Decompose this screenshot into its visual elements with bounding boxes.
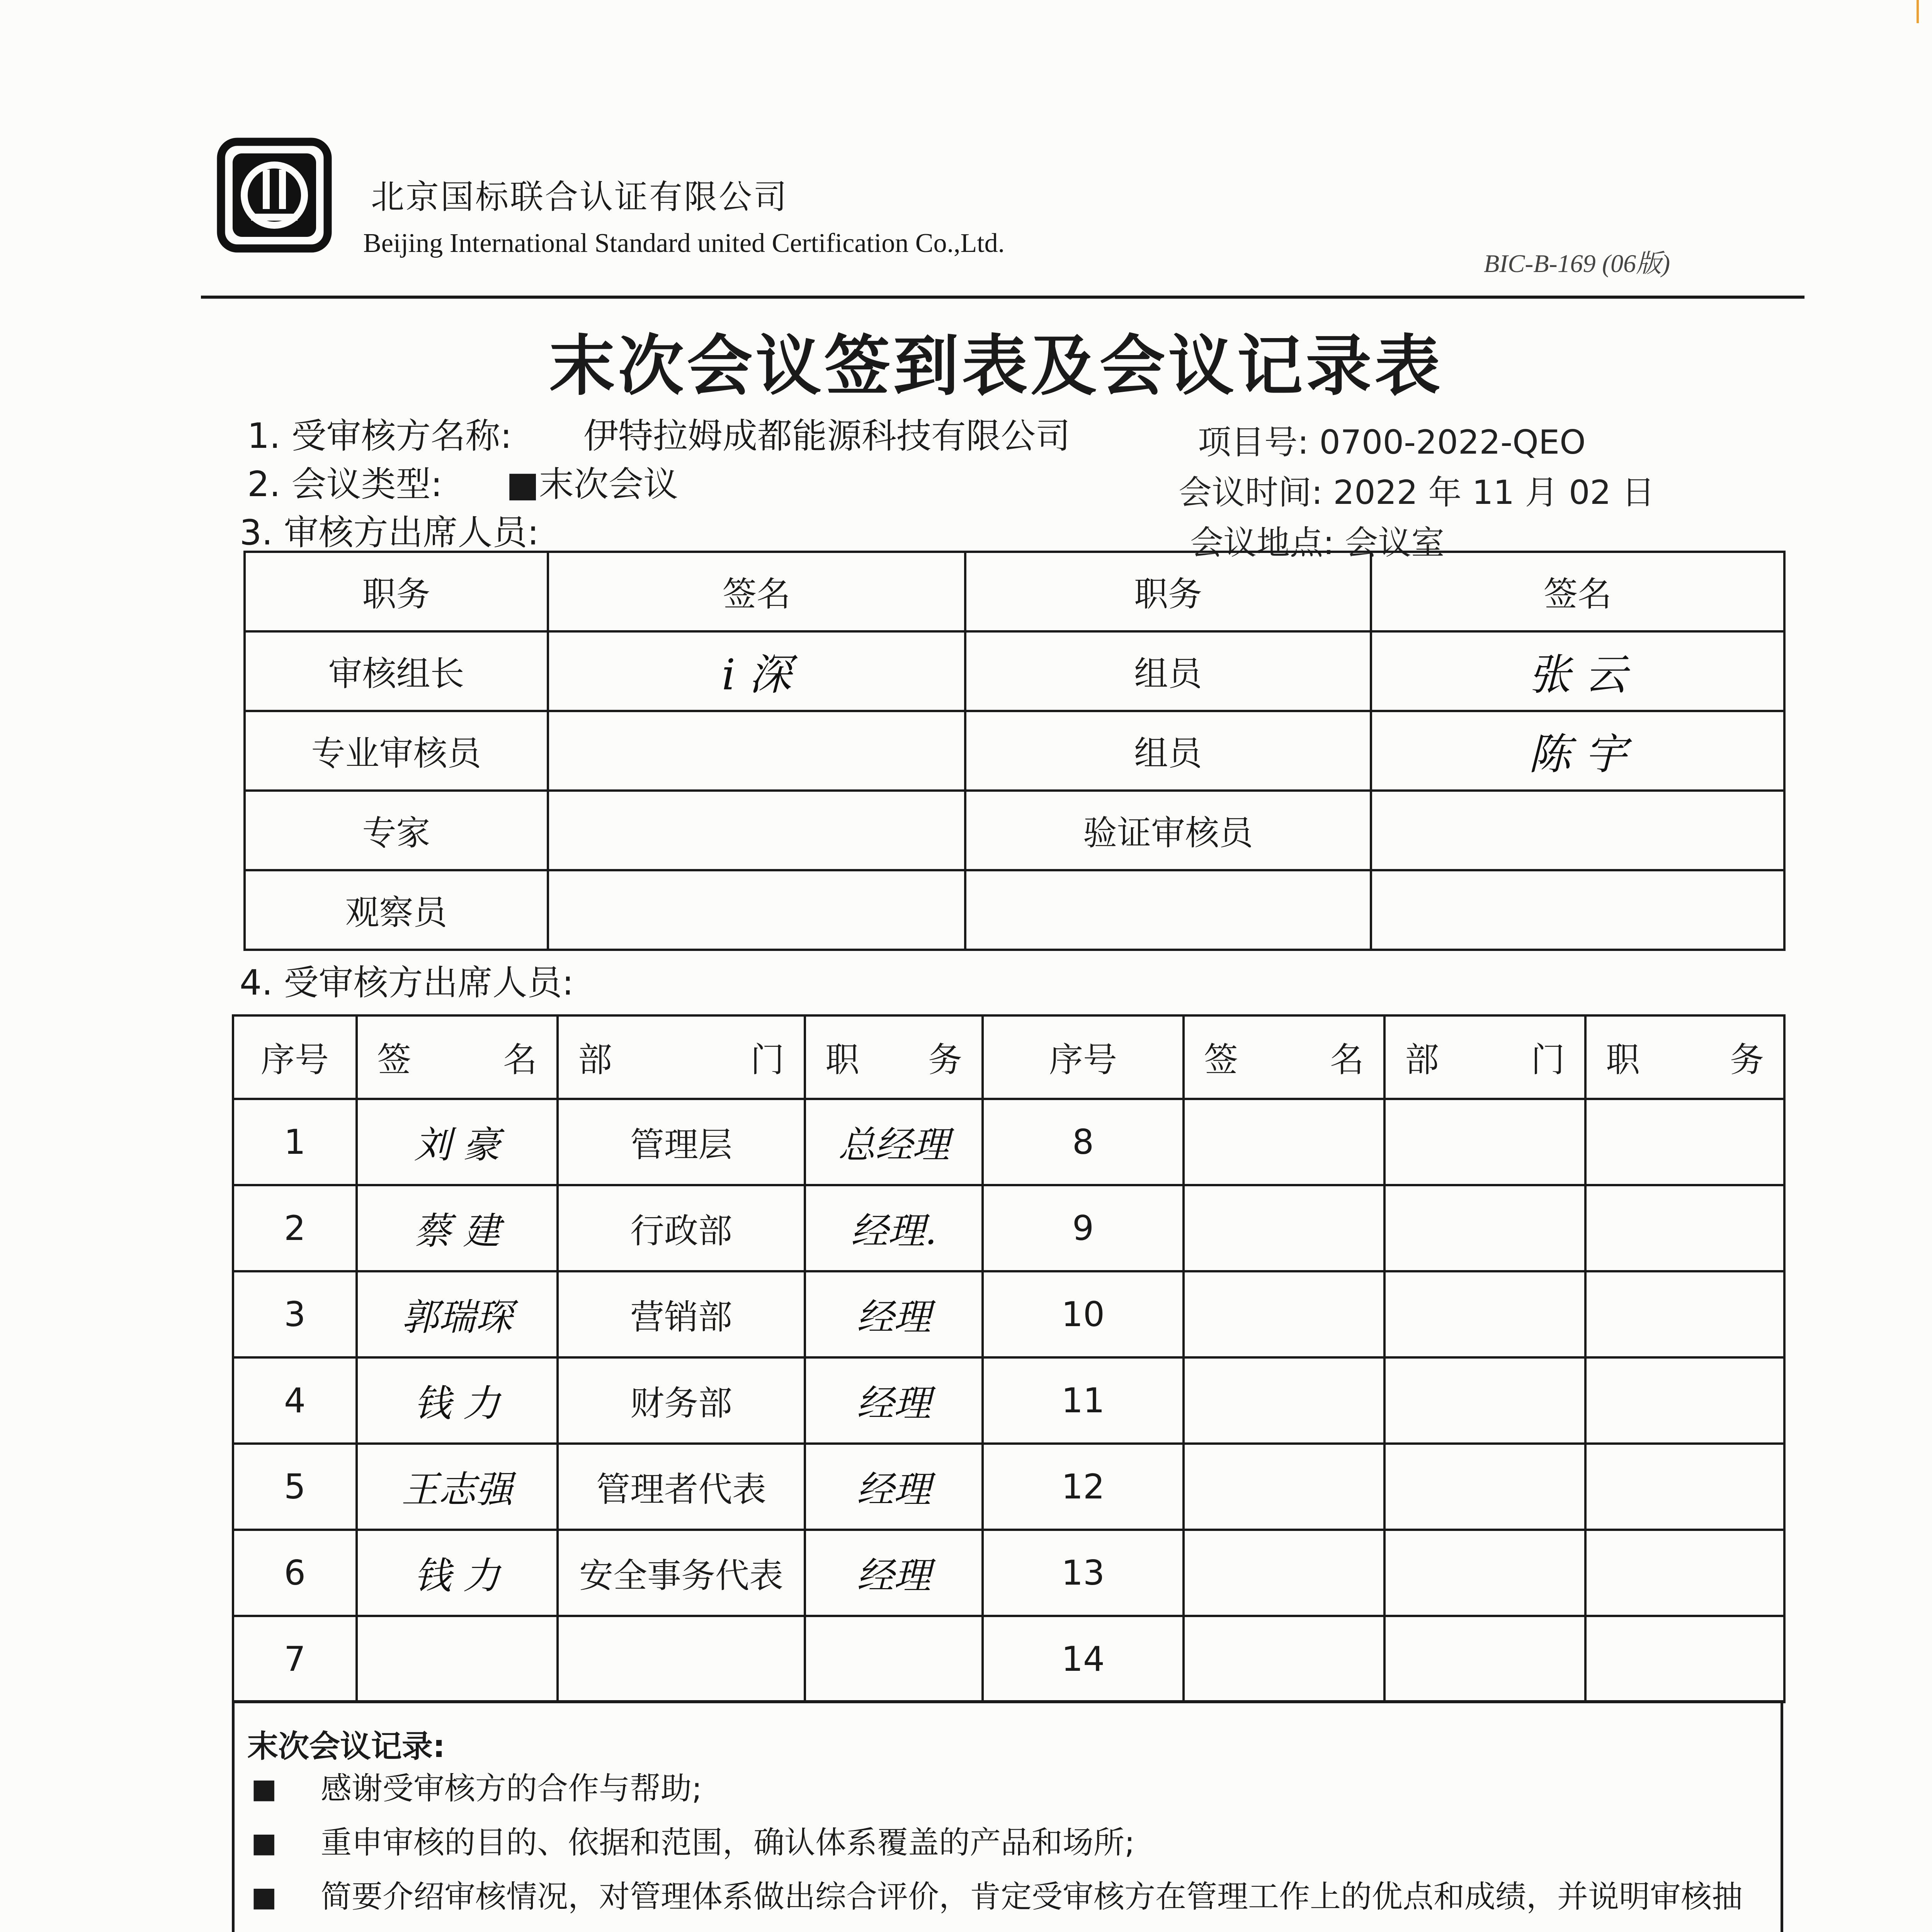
table-row bbox=[245, 870, 1784, 950]
title-cell: 经理 bbox=[805, 1271, 983, 1357]
header-title-char: 职 bbox=[825, 1040, 860, 1080]
role-cell bbox=[965, 870, 1371, 950]
minutes-item-text: 简要介绍审核情况，对管理体系做出综合评价，肯定受审核方在管理工作上的优点和成绩，并说明审核抽 bbox=[321, 1879, 1743, 1915]
table-row bbox=[233, 1530, 1784, 1616]
seq-cell: 3 bbox=[233, 1271, 357, 1357]
table-row bbox=[233, 1099, 1784, 1185]
audit-team-table bbox=[243, 551, 1786, 951]
seq-cell: 2 bbox=[233, 1185, 357, 1271]
signature-cell: 郭瑞琛 bbox=[357, 1271, 558, 1357]
meeting-time: 会议时间: 2022 年 11 月 02 日 bbox=[1179, 473, 1655, 512]
minutes-item bbox=[251, 1870, 1770, 1932]
title-cell: 经理 bbox=[805, 1530, 983, 1616]
title-cell: 经理. bbox=[805, 1185, 983, 1271]
signature-cell bbox=[1184, 1530, 1384, 1616]
dept-cell: 管理层 bbox=[558, 1099, 805, 1185]
table-row bbox=[233, 1185, 1784, 1271]
table-row bbox=[233, 1357, 1784, 1444]
edge-mark bbox=[1917, 0, 1919, 23]
table-row bbox=[245, 791, 1784, 870]
signature-cell bbox=[1371, 870, 1784, 950]
table-header-row bbox=[245, 552, 1784, 631]
minutes-item-text: 重申审核的目的、依据和范围，确认体系覆盖的产品和场所; bbox=[321, 1825, 1135, 1861]
seq-cell: 8 bbox=[983, 1099, 1184, 1185]
meeting-place: 会议地点: 会议室 bbox=[1190, 524, 1445, 562]
table-row bbox=[245, 711, 1784, 791]
title-cell bbox=[1585, 1099, 1784, 1185]
signature-cell: 陈 宇 bbox=[1371, 711, 1784, 791]
signature-cell bbox=[548, 870, 965, 950]
title-cell bbox=[1585, 1271, 1784, 1357]
signature-cell bbox=[1184, 1357, 1384, 1444]
seq-cell: 14 bbox=[983, 1616, 1184, 1702]
title-cell: 经理 bbox=[805, 1444, 983, 1530]
title-cell: 总经理 bbox=[805, 1099, 983, 1185]
signature-cell bbox=[1184, 1099, 1384, 1185]
signature-cell bbox=[357, 1616, 558, 1702]
signature-cell bbox=[1184, 1271, 1384, 1357]
dept-cell bbox=[1384, 1530, 1585, 1616]
role-cell: 审核组长 bbox=[245, 631, 548, 711]
project-number: 项目号: 0700-2022-QEO bbox=[1198, 423, 1586, 462]
header-title-char: 职 bbox=[1606, 1040, 1640, 1080]
minutes-item bbox=[251, 1816, 1770, 1869]
header-sign-char: 签 bbox=[1204, 1040, 1238, 1080]
header-dept bbox=[1384, 1015, 1585, 1099]
header-dept-char: 部 bbox=[578, 1040, 612, 1080]
role-cell: 组员 bbox=[965, 631, 1371, 711]
header-sign-char: 名 bbox=[1330, 1040, 1364, 1080]
form-code: BIC-B-169 (06版) bbox=[1484, 250, 1670, 278]
role-cell: 专家 bbox=[245, 791, 548, 870]
header-sign-char: 签 bbox=[377, 1040, 412, 1080]
dept-cell bbox=[1384, 1616, 1585, 1702]
header-role: 职务 bbox=[965, 552, 1371, 631]
dept-cell bbox=[1384, 1099, 1585, 1185]
seq-cell: 10 bbox=[983, 1271, 1184, 1357]
header-dept-char: 门 bbox=[750, 1040, 784, 1080]
header-sign-char: 名 bbox=[503, 1040, 537, 1080]
minutes-title: 末次会议记录: bbox=[247, 1728, 445, 1764]
minutes-item-text: 感谢受审核方的合作与帮助; bbox=[321, 1770, 702, 1806]
table-header-row bbox=[233, 1015, 1784, 1099]
company-logo-icon bbox=[216, 137, 332, 253]
header-dept-char: 部 bbox=[1405, 1040, 1439, 1080]
meeting-type-label: 2. 会议类型: bbox=[247, 464, 442, 505]
auditee-value: 伊特拉姆成都能源科技有限公司 bbox=[583, 416, 1070, 456]
dept-cell bbox=[1384, 1185, 1585, 1271]
checkbox-checked-icon: ■ bbox=[251, 1827, 277, 1859]
title-cell bbox=[1585, 1444, 1784, 1530]
dept-cell: 安全事务代表 bbox=[558, 1530, 805, 1616]
table-row bbox=[233, 1444, 1784, 1530]
table-row bbox=[233, 1616, 1784, 1702]
dept-cell: 财务部 bbox=[558, 1357, 805, 1444]
header-title bbox=[1585, 1015, 1784, 1099]
title-cell bbox=[1585, 1357, 1784, 1444]
page-title: 末次会议签到表及会议记录表 bbox=[549, 328, 1444, 405]
signature-cell: 钱 力 bbox=[357, 1530, 558, 1616]
auditee-label: 1. 受审核方名称: bbox=[247, 416, 512, 456]
header-dept-char: 门 bbox=[1531, 1040, 1565, 1080]
header-signature: 签名 bbox=[1371, 552, 1784, 631]
signature-cell bbox=[1184, 1444, 1384, 1530]
seq-cell: 6 bbox=[233, 1530, 357, 1616]
minutes-item bbox=[251, 1762, 1770, 1815]
signature-cell bbox=[1184, 1616, 1384, 1702]
signature-cell: ⅰ 深 bbox=[548, 631, 965, 711]
signature-cell: 刘 豪 bbox=[357, 1099, 558, 1185]
signature-cell: 蔡 建 bbox=[357, 1185, 558, 1271]
seq-cell: 13 bbox=[983, 1530, 1184, 1616]
company-name-en: Beijing International Standard united Certification Co.,Ltd. bbox=[363, 228, 1005, 258]
role-cell: 验证审核员 bbox=[965, 791, 1371, 870]
seq-cell: 9 bbox=[983, 1185, 1184, 1271]
header-signature: 签名 bbox=[548, 552, 965, 631]
signature-cell: 张 云 bbox=[1371, 631, 1784, 711]
seq-cell: 4 bbox=[233, 1357, 357, 1444]
header-sign bbox=[1184, 1015, 1384, 1099]
seq-cell: 5 bbox=[233, 1444, 357, 1530]
header-sign bbox=[357, 1015, 558, 1099]
header-dept bbox=[558, 1015, 805, 1099]
table-row bbox=[233, 1271, 1784, 1357]
dept-cell: 行政部 bbox=[558, 1185, 805, 1271]
company-name-cn: 北京国标联合认证有限公司 bbox=[371, 178, 788, 216]
seq-cell: 7 bbox=[233, 1616, 357, 1702]
header-divider bbox=[201, 296, 1804, 299]
signature-cell bbox=[1371, 791, 1784, 870]
signature-cell: 钱 力 bbox=[357, 1357, 558, 1444]
dept-cell bbox=[1384, 1357, 1585, 1444]
dept-cell: 营销部 bbox=[558, 1271, 805, 1357]
checkbox-checked-icon: ■ bbox=[251, 1773, 277, 1804]
checkbox-checked-icon: ■ bbox=[251, 1881, 277, 1913]
dept-cell bbox=[558, 1616, 805, 1702]
signature-cell: 王志强 bbox=[357, 1444, 558, 1530]
title-cell bbox=[1585, 1616, 1784, 1702]
signature-cell bbox=[548, 711, 965, 791]
dept-cell bbox=[1384, 1271, 1585, 1357]
seq-cell: 11 bbox=[983, 1357, 1184, 1444]
dept-cell: 管理者代表 bbox=[558, 1444, 805, 1530]
header-title bbox=[805, 1015, 983, 1099]
table-row bbox=[245, 631, 1784, 711]
seq-cell: 1 bbox=[233, 1099, 357, 1185]
title-cell bbox=[1585, 1530, 1784, 1616]
title-cell bbox=[805, 1616, 983, 1702]
role-cell: 组员 bbox=[965, 711, 1371, 791]
audit-team-label: 3. 审核方出席人员: bbox=[240, 512, 539, 553]
auditee-attendees-table bbox=[232, 1014, 1786, 1703]
role-cell: 专业审核员 bbox=[245, 711, 548, 791]
seq-cell: 12 bbox=[983, 1444, 1184, 1530]
signature-cell bbox=[1184, 1185, 1384, 1271]
title-cell: 经理 bbox=[805, 1357, 983, 1444]
auditee-attendees-label: 4. 受审核方出席人员: bbox=[240, 963, 574, 1003]
role-cell: 观察员 bbox=[245, 870, 548, 950]
header-title-char: 务 bbox=[1730, 1040, 1764, 1080]
header-seq: 序号 bbox=[233, 1015, 357, 1099]
header-title-char: 务 bbox=[928, 1040, 962, 1080]
dept-cell bbox=[1384, 1444, 1585, 1530]
meeting-type-value: ■末次会议 bbox=[506, 464, 679, 505]
header-role: 职务 bbox=[245, 552, 548, 631]
header-seq: 序号 bbox=[983, 1015, 1184, 1099]
signature-cell bbox=[548, 791, 965, 870]
title-cell bbox=[1585, 1185, 1784, 1271]
